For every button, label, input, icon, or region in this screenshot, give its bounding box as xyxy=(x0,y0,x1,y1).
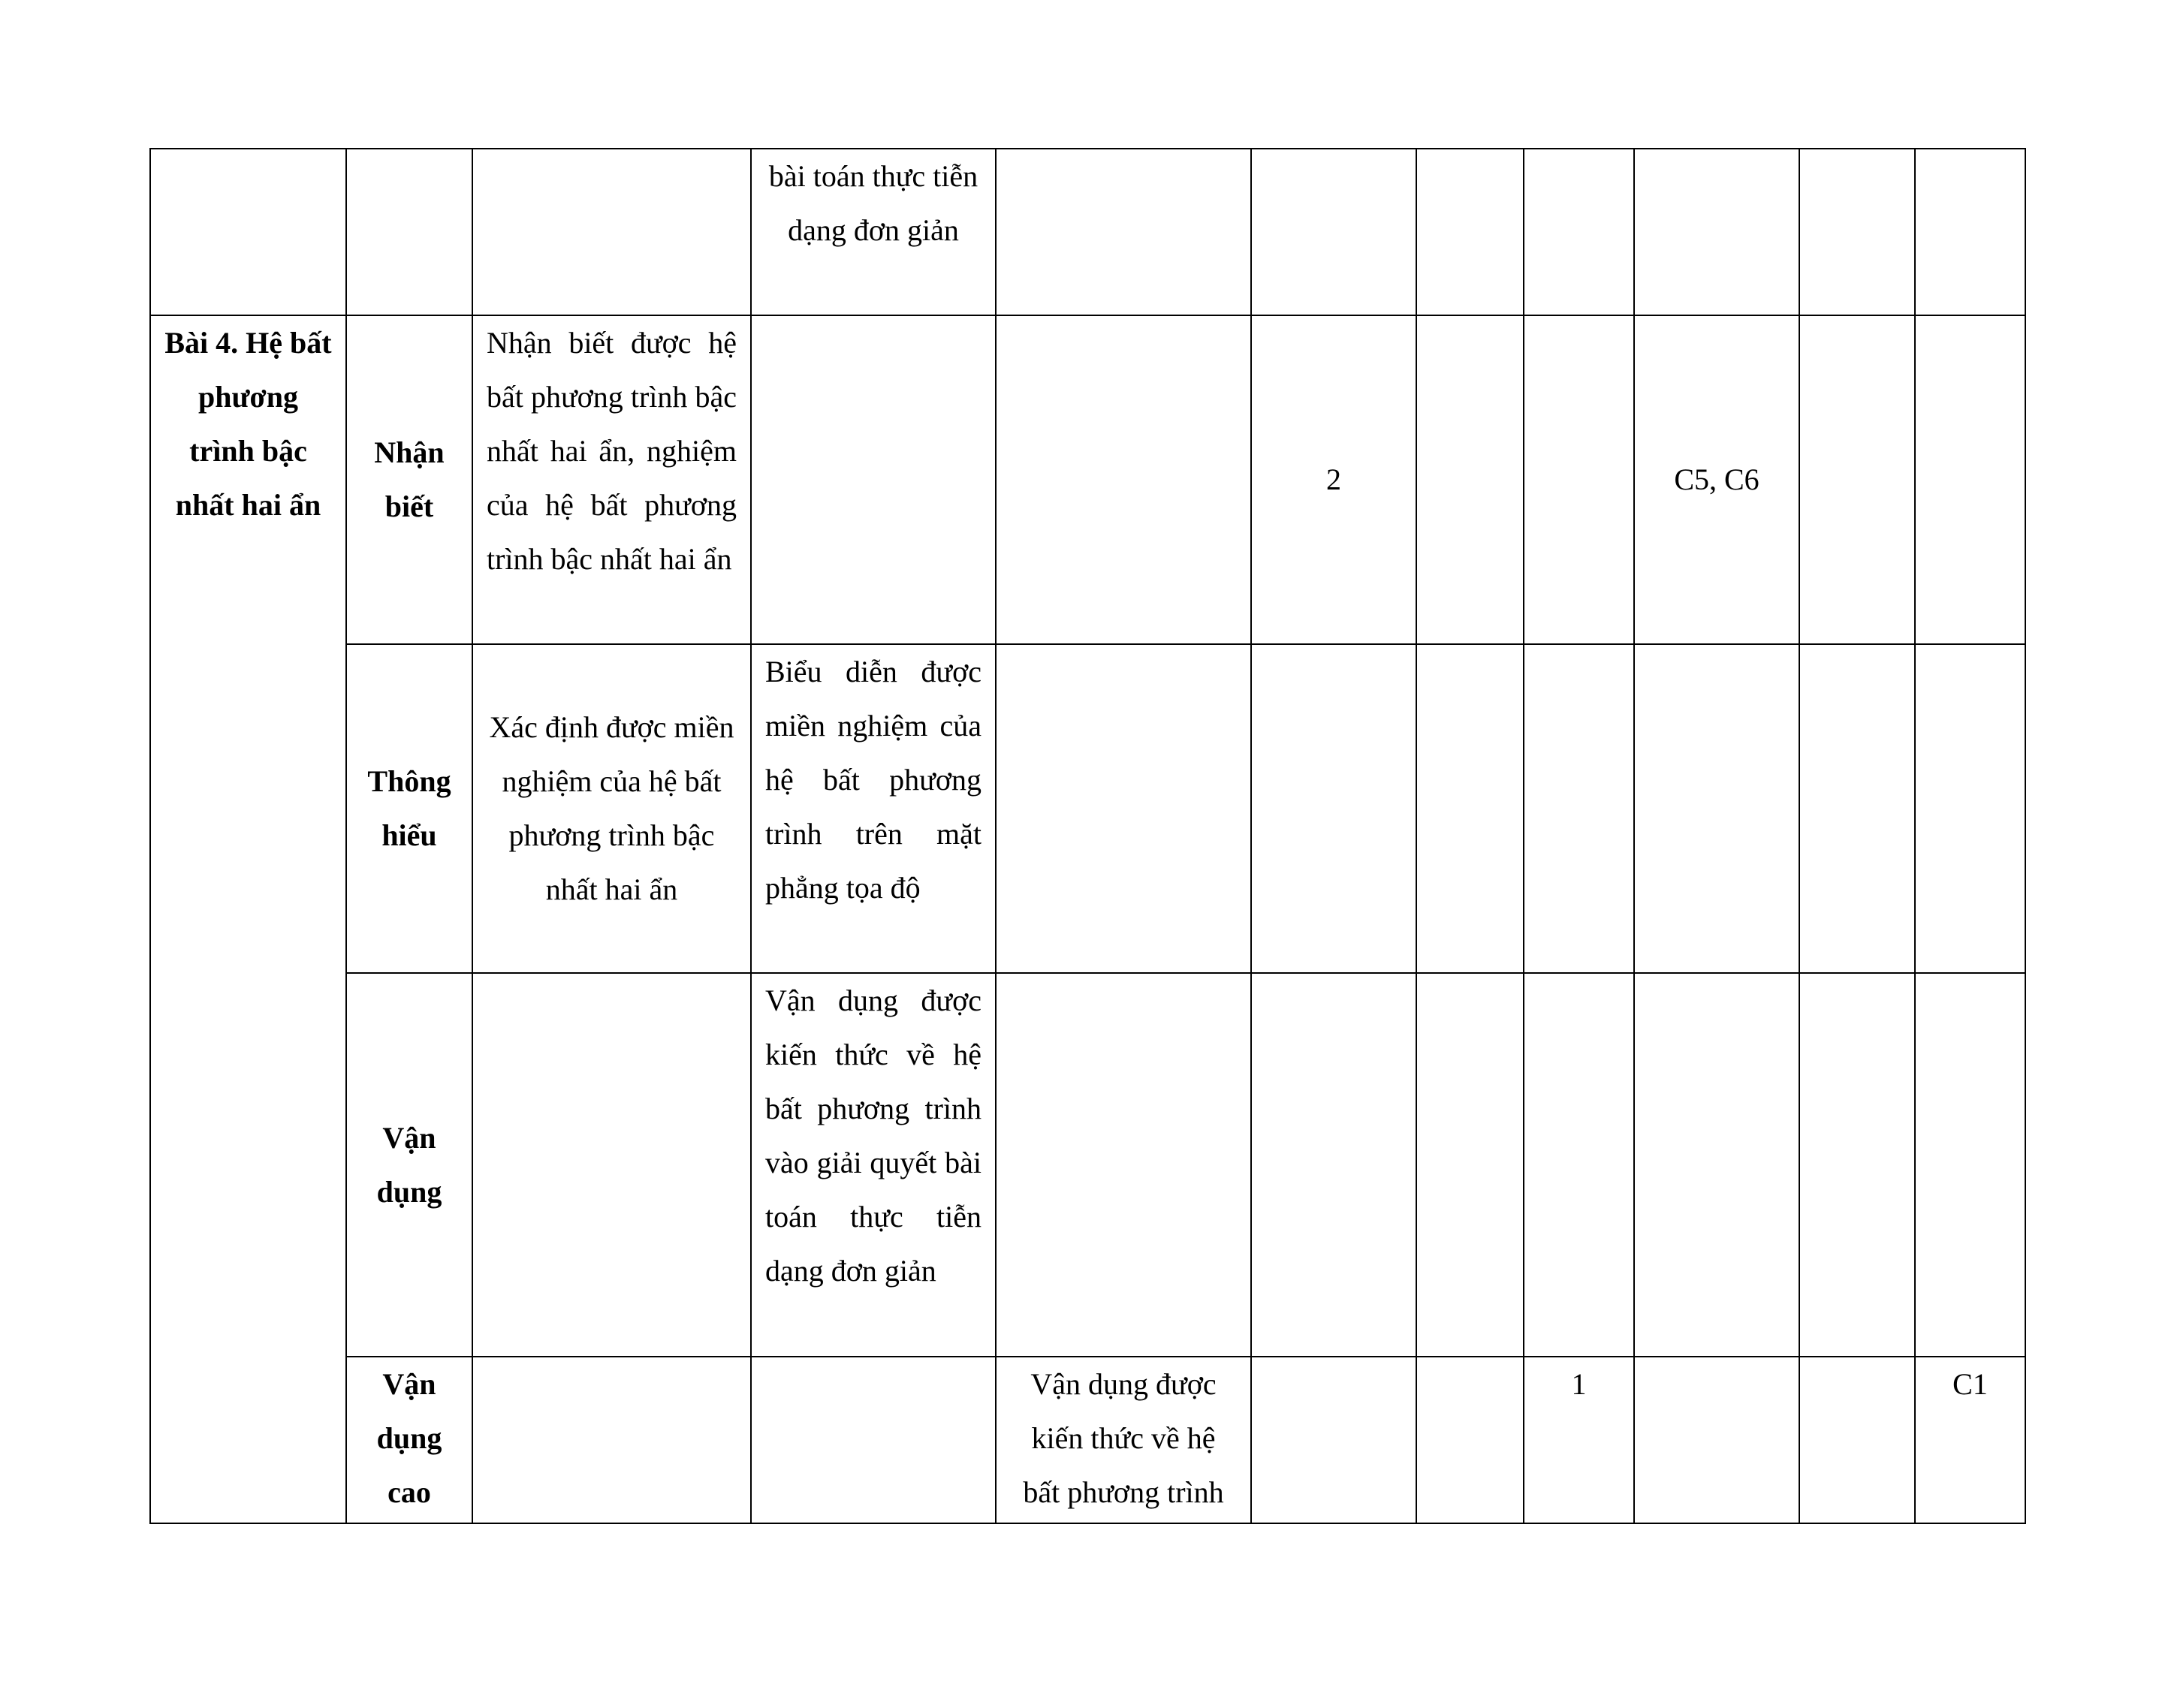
cell-empty xyxy=(1634,1357,1799,1523)
cell-empty xyxy=(1416,149,1524,315)
lesson-title: Bài 4. Hệ bất phương trình bậc nhất hai ẩn xyxy=(164,326,332,522)
cell-empty xyxy=(1416,973,1524,1357)
count-value: 2 xyxy=(1326,462,1341,496)
table-row xyxy=(150,1357,2025,1523)
understand-text: Biểu diễn được miền nghiệm của hệ bất phương trình trên mặt phẳng tọa độ xyxy=(765,655,982,905)
cell-empty xyxy=(1634,149,1799,315)
matrix-table xyxy=(149,148,2026,1524)
cell-question-recognize xyxy=(1634,315,1799,644)
cell-understand xyxy=(751,315,996,644)
cell-level xyxy=(346,1357,472,1523)
cell-count-understand xyxy=(1416,315,1524,644)
cell-empty xyxy=(1416,644,1524,973)
cell-question-apply xyxy=(1915,315,2025,644)
cell-level-empty xyxy=(346,149,472,315)
cell-empty xyxy=(1524,973,1634,1357)
cell-level xyxy=(346,315,472,644)
cell-level xyxy=(346,973,472,1357)
cell-count-recognize xyxy=(1251,315,1416,644)
cell-empty xyxy=(996,149,1251,315)
cell-empty xyxy=(1915,644,2025,973)
cell-apply xyxy=(996,1357,1251,1523)
cell-level xyxy=(346,644,472,973)
cell-empty xyxy=(1251,973,1416,1357)
understand-text: Vận dụng được kiến thức về hệ bất phương trình vào giải quyết bài toán thực tiễn dạng đơn giản xyxy=(765,984,982,1288)
cell-lesson-empty xyxy=(150,149,346,315)
cell-empty xyxy=(1524,644,1634,973)
cell-empty xyxy=(1799,1357,1915,1523)
question-ids: C5, C6 xyxy=(1674,462,1759,496)
level-label: Thông hiểu xyxy=(367,764,451,852)
cell-continuation-text xyxy=(751,149,996,315)
table-row xyxy=(150,973,2025,1357)
cell-count-apply xyxy=(1524,1357,1634,1523)
table-row xyxy=(150,315,2025,644)
cell-recognize xyxy=(472,644,751,973)
apply-text: Vận dụng được kiến thức về hệ bất phương trình xyxy=(1023,1367,1224,1509)
cell-empty xyxy=(1915,973,2025,1357)
cell-understand xyxy=(751,1357,996,1523)
cell-empty xyxy=(1251,1357,1416,1523)
cell-count-apply xyxy=(1524,315,1634,644)
recognize-text: Nhận biết được hệ bất phương trình bậc nhất hai ẩn, nghiệm của hệ bất phương trình bậc nhất hai ẩn xyxy=(487,326,737,576)
cell-recognize xyxy=(472,1357,751,1523)
cell-empty xyxy=(1634,644,1799,973)
level-label: Vận dụng cao xyxy=(376,1367,442,1509)
table-row xyxy=(150,644,2025,973)
cell-empty xyxy=(1799,149,1915,315)
question-ids: C1 xyxy=(1952,1367,1988,1401)
count-value: 1 xyxy=(1571,1367,1587,1401)
cell-empty xyxy=(1799,644,1915,973)
cell-empty xyxy=(1915,149,2025,315)
cell-empty xyxy=(1634,973,1799,1357)
cell-question-understand xyxy=(1799,315,1915,644)
cell-apply xyxy=(996,973,1251,1357)
cell-empty xyxy=(1251,644,1416,973)
table-row xyxy=(150,149,2025,315)
cell-lesson-title xyxy=(150,315,346,1523)
cell-empty xyxy=(1416,1357,1524,1523)
cell-understand xyxy=(751,644,996,973)
level-label: Nhận biết xyxy=(374,435,445,523)
cell-empty xyxy=(1524,149,1634,315)
cell-recognize-empty xyxy=(472,149,751,315)
cell-understand xyxy=(751,973,996,1357)
continuation-text: bài toán thực tiễn dạng đơn giản xyxy=(768,159,978,247)
cell-recognize xyxy=(472,973,751,1357)
recognize-text: Xác định được miền nghiệm của hệ bất phương trình bậc nhất hai ẩn xyxy=(489,710,734,906)
cell-recognize xyxy=(472,315,751,644)
cell-apply xyxy=(996,644,1251,973)
cell-empty xyxy=(1799,973,1915,1357)
cell-empty xyxy=(1251,149,1416,315)
cell-apply xyxy=(996,315,1251,644)
level-label: Vận dụng xyxy=(376,1120,442,1209)
cell-question-apply xyxy=(1915,1357,2025,1523)
